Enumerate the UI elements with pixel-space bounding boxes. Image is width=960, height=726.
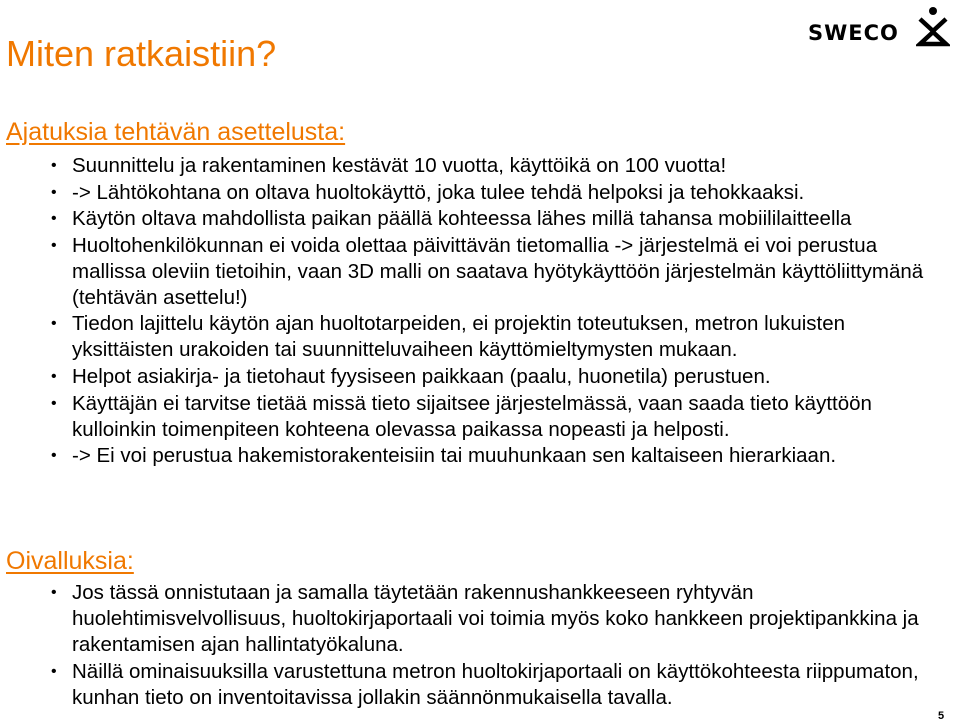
section-heading-oivalluksia: Oivalluksia: <box>6 547 134 575</box>
bullet-list-ajatuksia <box>0 153 950 470</box>
list-item: • -> Ei voi perustua hakemistorakenteisiin tai muuhunkaan sen kaltaiseen hierarkiaan. <box>51 444 837 468</box>
list-item: • Huoltohenkilökunnan ei voida olettaa päivittävän tietomallia -> järjestelmä ei voi perustua mallissa oleviin tietoihin, vaan 3D malli on saatava hyötykäyttöön järjestelmän käyttöliittymänä (tehtävän asettelu!) <box>51 233 924 309</box>
list-item: • Helpot asiakirja- ja tietohaut fyysiseen paikkaan (paalu, huonetila) perustuen. <box>51 364 771 388</box>
list-item: • Tiedon lajittelu käytön ajan huoltotarpeiden, ei projektin toteutuksen, metron lukuisten yksittäisten urakoiden tai suunnitteluvaiheen käyttömieltymysten mukaan. <box>51 312 846 362</box>
bullet-icon: • <box>51 662 57 680</box>
bullet-icon: • <box>51 394 57 412</box>
bullet-icon: • <box>51 447 57 465</box>
list-item: • Jos tässä onnistutaan ja samalla täytetään rakennushankkeeseen ryhtyvän huolehtimisvelvollisuus, huoltokirjaportaali voi toimia myös koko hankkeen projektipankkina ja rakentamisen ajan hallintatyökaluna. <box>51 581 919 656</box>
bullet-icon: • <box>51 315 57 333</box>
bullet-icon: • <box>51 584 57 601</box>
list-item: • Käytön oltava mahdollista paikan päällä kohteessa lähes millä tahansa mobiililaitteella <box>51 207 852 231</box>
bullet-icon: • <box>51 236 57 254</box>
list-item: • -> Lähtökohtana on oltava huoltokäyttö, joka tulee tehdä helpoksi ja tehokkaaksi. <box>51 180 805 204</box>
page-number: 5 <box>938 710 945 722</box>
logo-wordmark: SWECO <box>808 21 899 45</box>
bullet-icon: • <box>51 367 57 385</box>
bullet-icon: • <box>51 157 57 174</box>
bullet-icon: • <box>51 183 57 201</box>
sweco-logo <box>804 6 950 48</box>
bullet-icon: • <box>51 210 57 228</box>
section-heading-ajatuksia: Ajatuksia tehtävän asettelusta: <box>6 118 346 146</box>
list-item: • Käyttäjän ei tarvitse tietää missä tieto sijaitsee järjestelmässä, vaan saada tieto käyttöön kulloinkin toimenpiteen kohteena olevassa paikassa nopeasti ja helposti. <box>51 391 872 441</box>
bullet-list-oivalluksia <box>0 580 950 711</box>
list-item: • Suunnittelu ja rakentaminen kestävät 10 vuotta, käyttöikä on 100 vuotta! <box>51 154 727 177</box>
slide-title: Miten ratkaistiin? <box>6 33 277 74</box>
sweco-logo-icon <box>916 6 950 48</box>
list-item: • Näillä ominaisuuksilla varustettuna metron huoltokirjaportaali on käyttökohteesta riippumaton, kunhan tieto on inventoitavissa jollakin säännönmukaisella tavalla. <box>51 659 919 709</box>
